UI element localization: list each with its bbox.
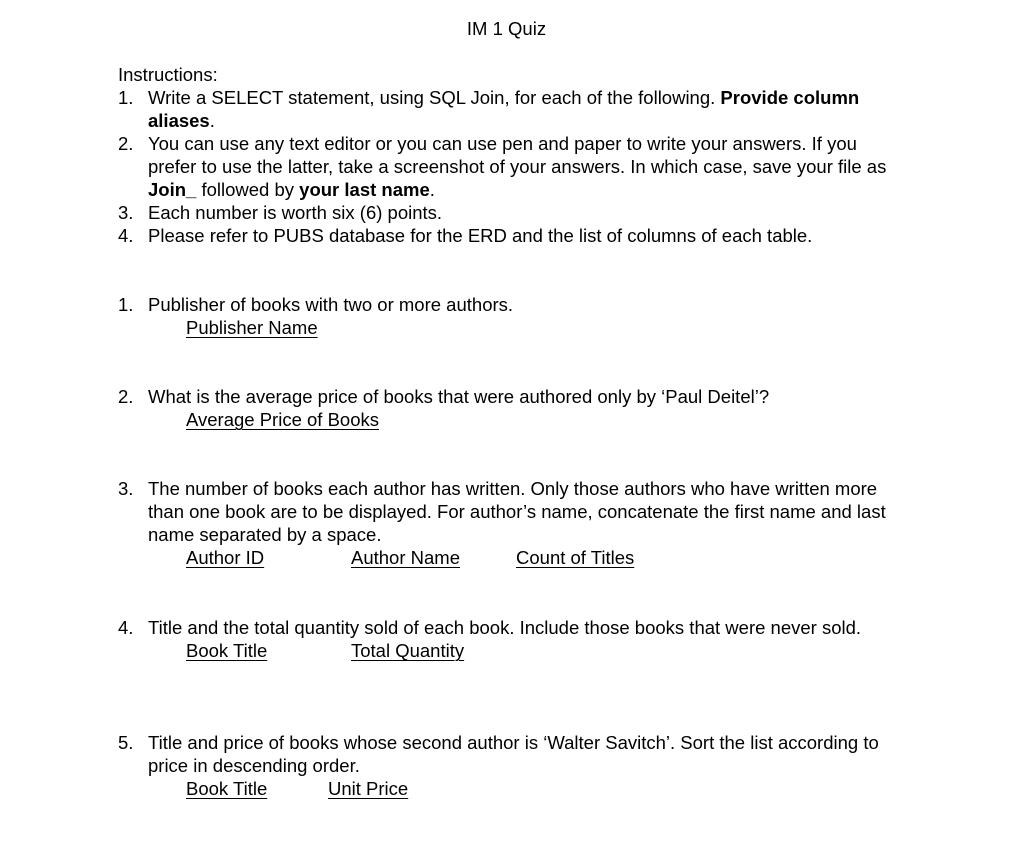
- question-text: Title and the total quantity sold of each book. Include those books that were never sold.: [148, 617, 862, 638]
- column-alias: Author Name: [351, 547, 460, 568]
- page-title: IM 1 Quiz: [466, 18, 547, 39]
- instruction-text: You can use any text editor or you can use pen and paper to write your answers. If you prefer to use the latter, take a screenshot of your answers. In which case, save your file as Join_ followed by your last name.: [148, 133, 887, 200]
- column-alias: Total Quantity: [351, 640, 465, 661]
- instruction-item: [118, 201, 888, 224]
- question-text: Title and price of books whose second author is ‘Walter Savitch’. Sort the list according to price in descending order.: [148, 732, 879, 776]
- question-item: [118, 385, 898, 431]
- question-number: 4.: [118, 617, 134, 638]
- question-item: [118, 293, 888, 339]
- column-aliases: [148, 316, 888, 339]
- instruction-text: Each number is worth six (6) points.: [148, 202, 443, 223]
- question-number: 2.: [118, 386, 134, 407]
- column-alias: Publisher Name: [186, 317, 318, 338]
- instruction-item: [118, 132, 888, 201]
- question-text: The number of books each author has written. Only those authors who have written more than one book are to be displayed. For author’s name, concatenate the first name and last name separated by a space.: [148, 478, 886, 545]
- instruction-number: 3.: [118, 202, 134, 223]
- question-5: [118, 731, 898, 800]
- question-2: [118, 385, 898, 431]
- column-alias: Author ID: [186, 547, 265, 568]
- column-alias: Count of Titles: [516, 547, 635, 568]
- column-aliases: [148, 408, 898, 431]
- column-alias: Book Title: [186, 778, 268, 799]
- instruction-text: Write a SELECT statement, using SQL Join, for each of the following. Provide column aliases.: [148, 87, 860, 131]
- question-number: 3.: [118, 478, 134, 499]
- column-alias: Unit Price: [328, 778, 409, 799]
- question-text: What is the average price of books that were authored only by ‘Paul Deitel’?: [148, 386, 770, 407]
- instruction-number: 4.: [118, 225, 134, 246]
- column-aliases: [148, 777, 898, 800]
- instruction-item: [118, 86, 888, 132]
- question-item: [118, 731, 898, 800]
- instructions-list: [118, 86, 888, 247]
- instruction-text: Please refer to PUBS database for the ERD and the list of columns of each table.: [148, 225, 813, 246]
- question-number: 5.: [118, 732, 134, 753]
- question-item: [118, 477, 898, 569]
- instruction-number: 2.: [118, 133, 134, 154]
- question-1: [118, 293, 888, 339]
- instructions-label: Instructions:: [118, 64, 218, 85]
- column-alias: Book Title: [186, 640, 268, 661]
- question-4: [118, 616, 898, 662]
- instruction-number: 1.: [118, 87, 134, 108]
- column-alias: Average Price of Books: [186, 409, 379, 430]
- question-item: [118, 616, 898, 662]
- question-text: Publisher of books with two or more authors.: [148, 294, 514, 315]
- question-number: 1.: [118, 294, 134, 315]
- instruction-item: [118, 224, 888, 247]
- question-3: [118, 477, 898, 569]
- column-aliases: [148, 546, 898, 569]
- column-aliases: [148, 639, 898, 662]
